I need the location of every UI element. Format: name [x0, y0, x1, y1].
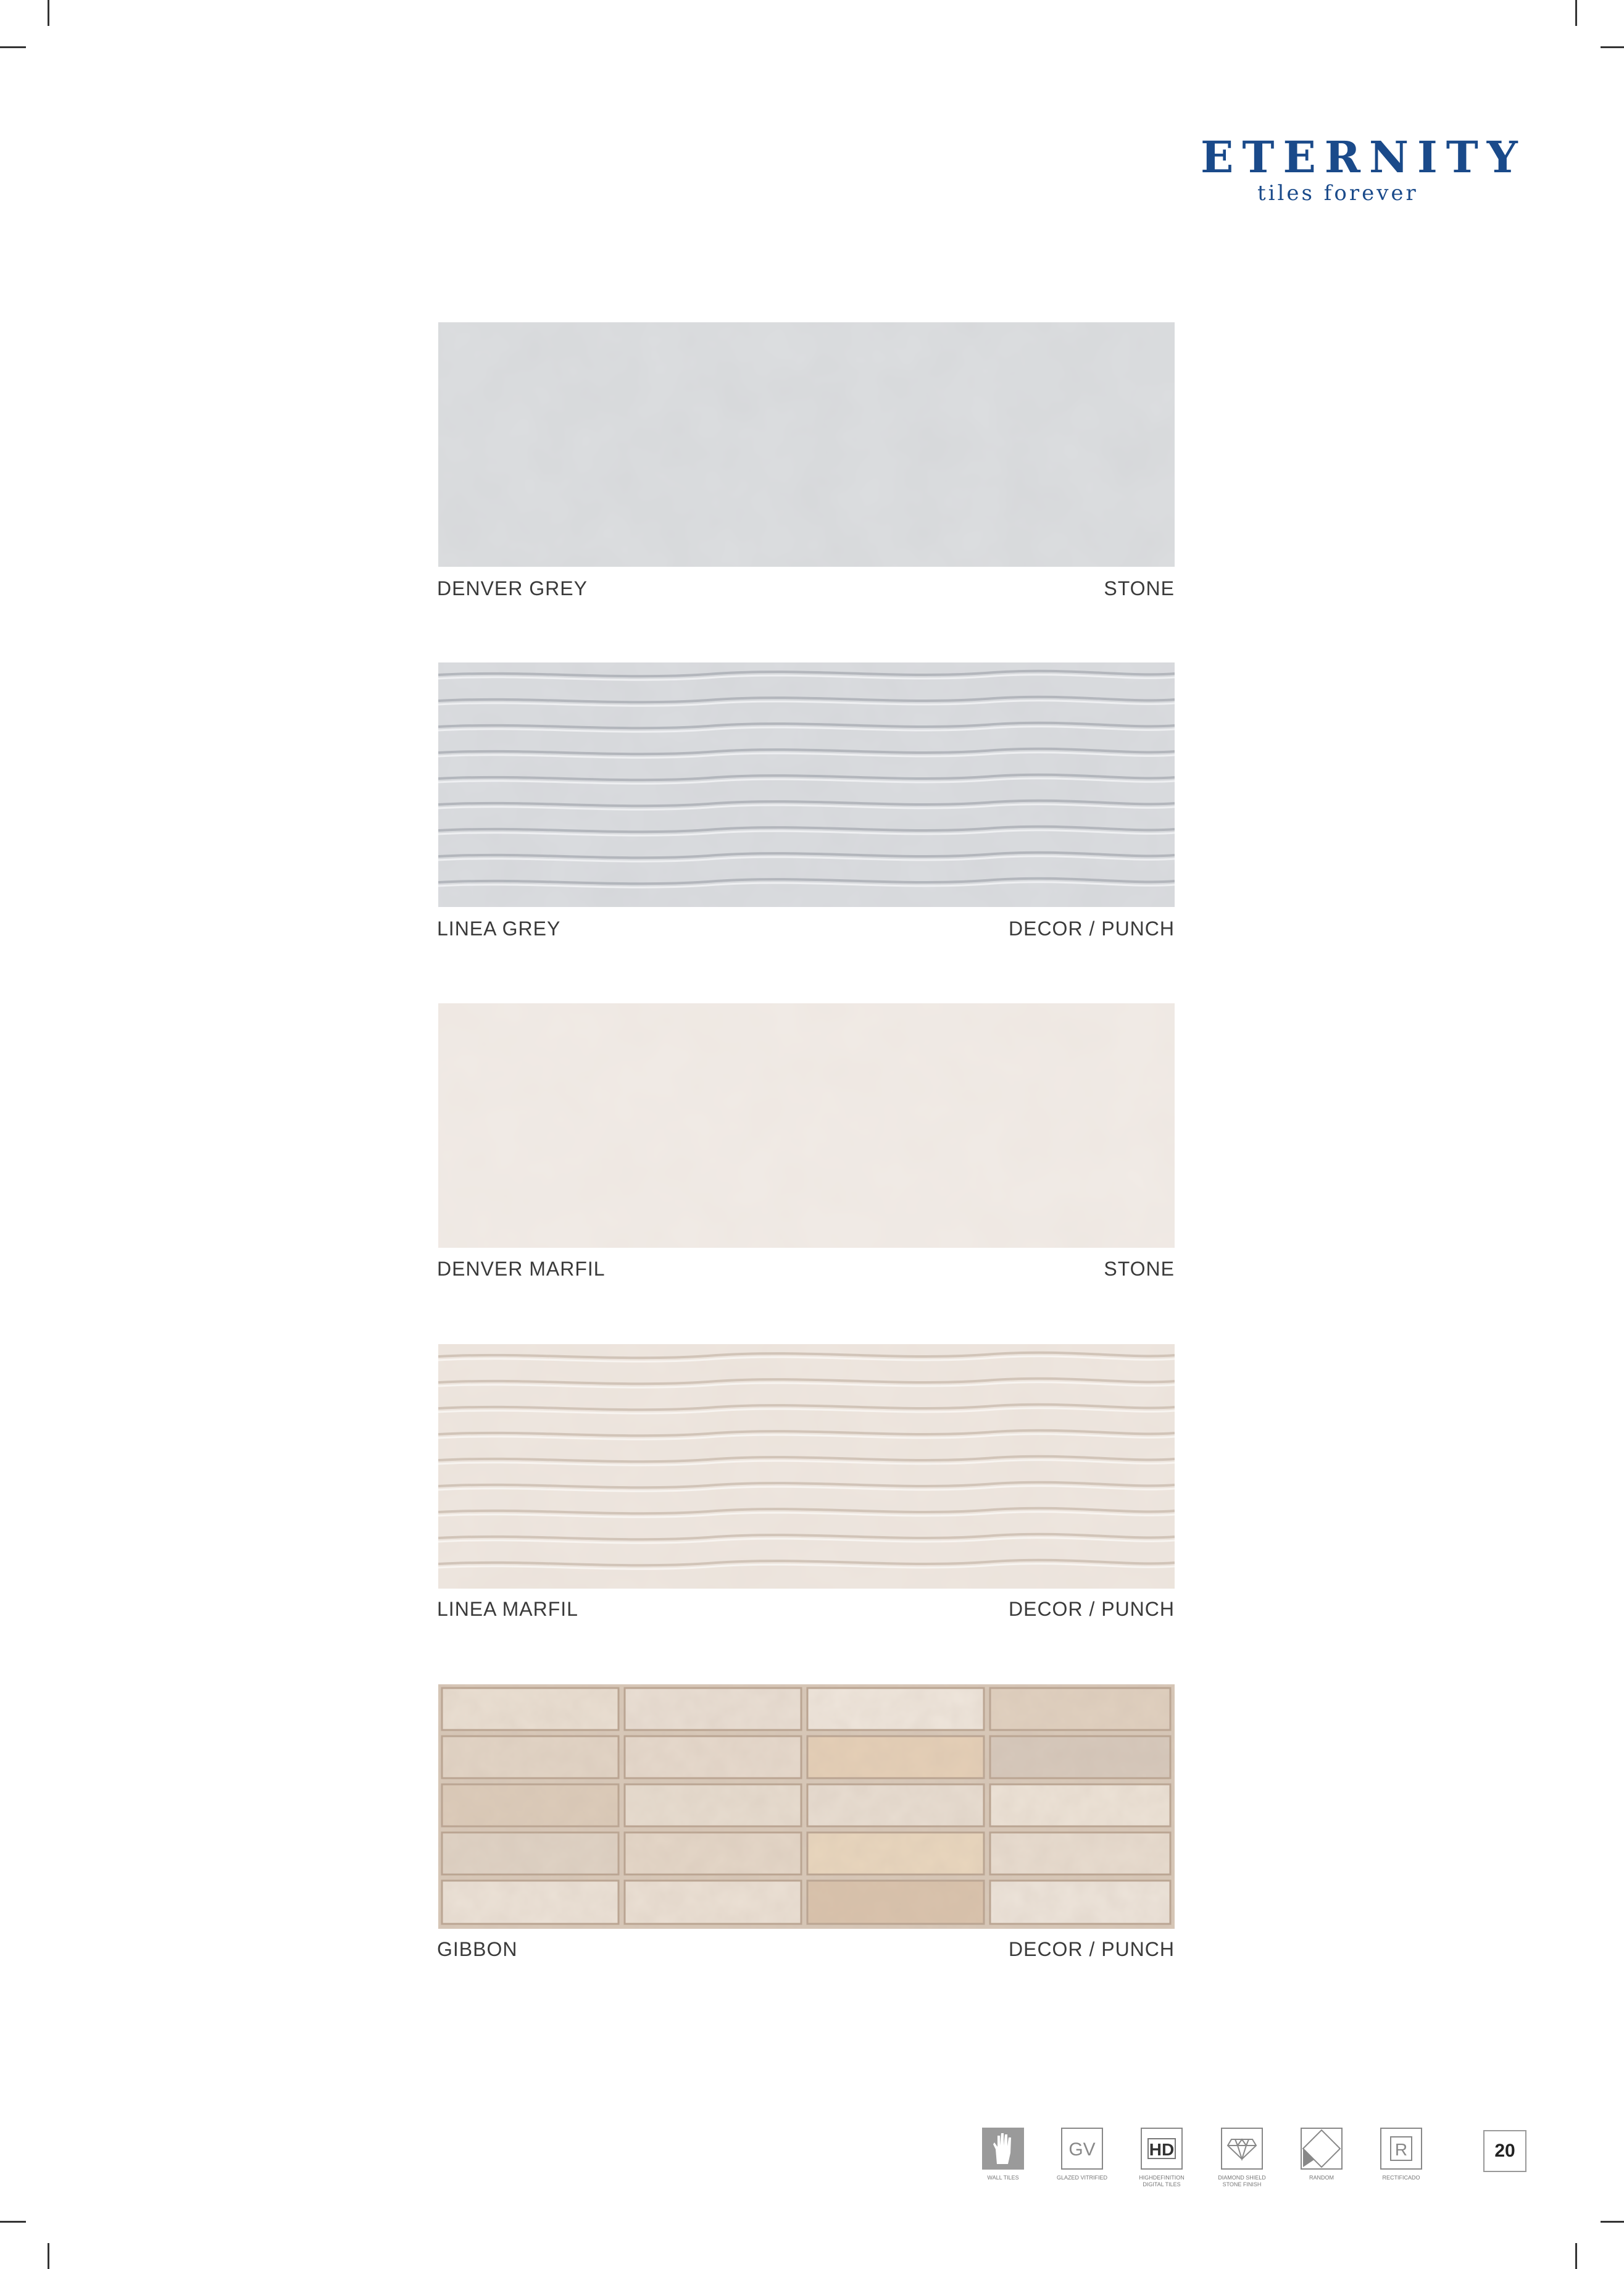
tile-type: STONE — [1104, 577, 1175, 600]
svg-text:R: R — [1394, 2140, 1408, 2159]
page-number: 20 — [1483, 2130, 1526, 2172]
rectified-icon — [1380, 2128, 1422, 2170]
tile-swatch — [438, 1344, 1175, 1589]
feature-label: DIAMOND SHIELD STONE FINISH — [1218, 2175, 1266, 2188]
crop-mark — [1601, 46, 1624, 48]
svg-text:HD: HD — [1149, 2140, 1175, 2159]
brand-logo — [1201, 132, 1526, 213]
tile-name: DENVER MARFIL — [437, 1258, 606, 1280]
random-icon — [1301, 2128, 1343, 2170]
crop-mark — [1575, 0, 1577, 26]
tile-swatch — [438, 1684, 1175, 1929]
tile-swatch — [438, 1003, 1175, 1248]
feature-diamond-shield — [1208, 2128, 1276, 2188]
feature-label: HIGHDEFINITION DIGITAL TILES — [1139, 2175, 1185, 2188]
feature-glazed-vitrified — [1048, 2128, 1116, 2181]
feature-label: RECTIFICADO — [1382, 2175, 1420, 2181]
gv-icon — [1061, 2128, 1103, 2170]
crop-mark — [0, 2221, 26, 2223]
crop-mark — [0, 46, 26, 48]
tile-name: DENVER GREY — [437, 577, 588, 600]
feature-wall-tiles — [969, 2128, 1037, 2181]
tile-name: LINEA MARFIL — [437, 1598, 578, 1620]
tile-type: DECOR / PUNCH — [1008, 1598, 1175, 1620]
tile-swatch — [438, 662, 1175, 907]
crop-mark — [1575, 2243, 1577, 2269]
tile-name: LINEA GREY — [437, 917, 561, 940]
diamond-icon — [1221, 2128, 1263, 2170]
feature-hd-digital — [1128, 2128, 1196, 2188]
feature-label: RANDOM — [1309, 2175, 1334, 2181]
tile-type: STONE — [1104, 1258, 1175, 1280]
tile-swatch — [438, 322, 1175, 567]
feature-label: WALL TILES — [987, 2175, 1019, 2181]
brand-wordmark: ETERNITY — [1201, 132, 1526, 183]
hd-icon — [1141, 2128, 1183, 2170]
tile-type: DECOR / PUNCH — [1008, 1938, 1175, 1960]
crop-mark — [48, 2243, 49, 2269]
brand-tagline: tiles forever — [1257, 181, 1418, 206]
crop-mark — [1601, 2221, 1624, 2223]
hand-icon — [982, 2128, 1024, 2170]
tile-type: DECOR / PUNCH — [1008, 917, 1175, 940]
feature-rectificado — [1367, 2128, 1435, 2181]
crop-mark — [48, 0, 49, 26]
tile-name: GIBBON — [437, 1938, 518, 1960]
feature-random — [1288, 2128, 1355, 2181]
svg-text:GV: GV — [1068, 2139, 1096, 2160]
feature-label: GLAZED VITRIFIED — [1056, 2175, 1107, 2181]
